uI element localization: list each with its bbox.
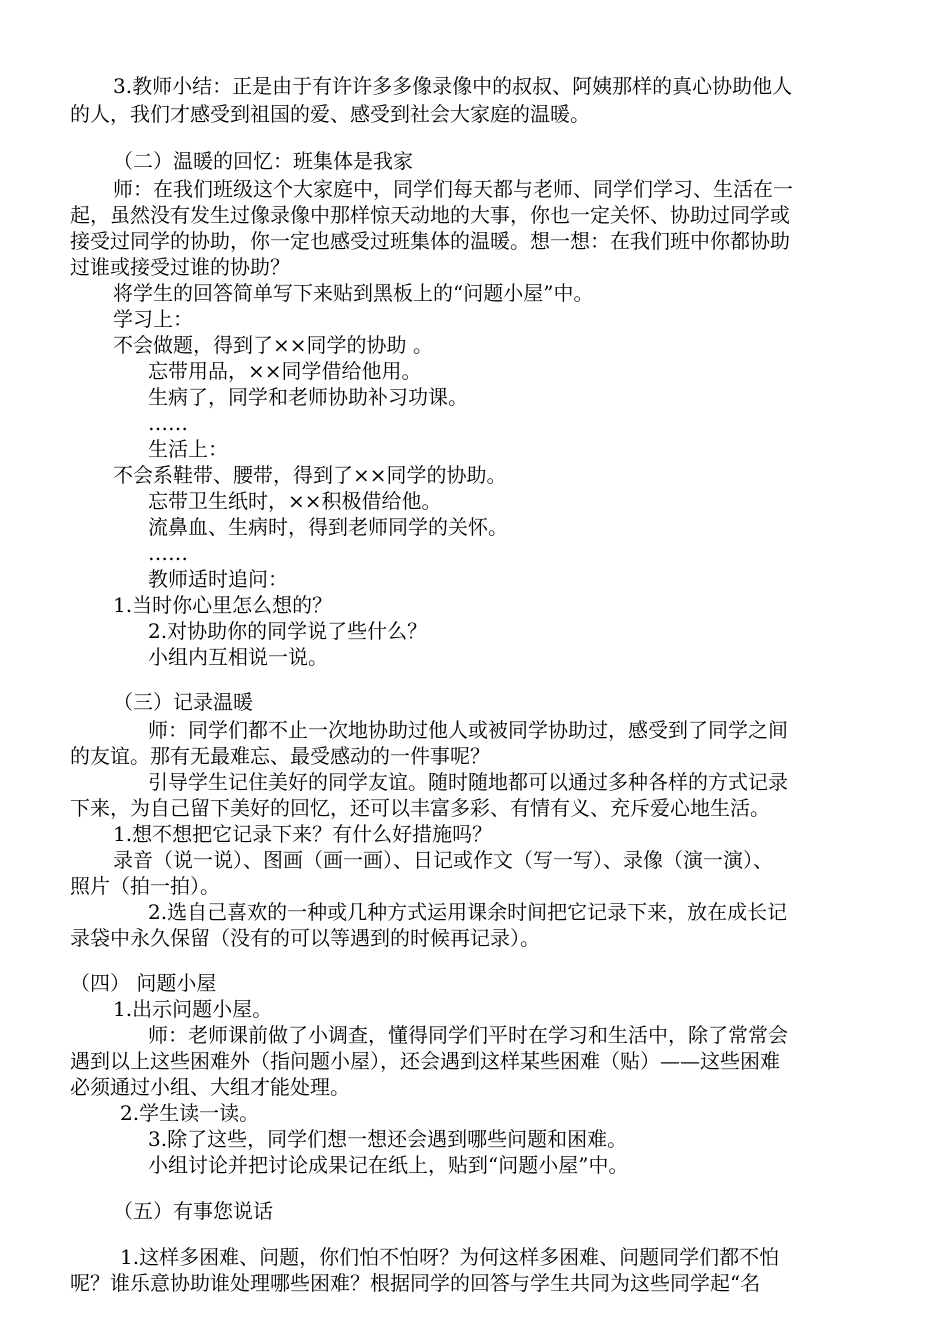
text-line: 遇到以上这些困难外（指问题小屋），还会遇到这样某些困难（贴）——这些困难 <box>70 1049 780 1073</box>
text-line: 1.出示问题小屋。 <box>113 997 273 1021</box>
text-line: 不会做题，得到了××同学的协助 。 <box>113 333 433 357</box>
text-line: 的友谊。那有无最难忘、最受感动的一件事呢？ <box>70 744 490 768</box>
text-line: 下来，为自己留下美好的回忆，还可以丰富多彩、有情有义、充斥爱心地生活。 <box>70 796 770 820</box>
text-line: 忘带用品，××同学借给他用。 <box>148 359 422 383</box>
text-line: 小组内互相说一说。 <box>148 645 328 669</box>
text-line: 不会系鞋带、腰带，得到了××同学的协助。 <box>113 463 507 487</box>
section-heading: （四） 问题小屋 <box>70 971 217 995</box>
text-line: 接受过同学的协助，你一定也感受过班集体的温暖。想一想：在我们班中你都协助 <box>70 229 790 253</box>
section-heading: （三）记录温暖 <box>113 690 253 714</box>
text-line: 师：在我们班级这个大家庭中，同学们每天都与老师、同学们学习、生活在一 <box>113 177 793 201</box>
text-line: 1.这样多困难、问题，你们怕不怕呀？为何这样多困难、问题同学们都不怕 <box>120 1245 780 1269</box>
text-line: 2.学生读一读。 <box>120 1101 260 1125</box>
text-line: 起，虽然没有发生过像录像中那样惊天动地的大事，你也一定关怀、协助过同学或 <box>70 203 790 227</box>
text-line: 小组讨论并把讨论成果记在纸上，贴到“问题小屋”中。 <box>148 1153 629 1177</box>
text-line: 将学生的回答简单写下来贴到黑板上的“问题小屋”中。 <box>113 281 594 305</box>
text-line: 3.教师小结：正是由于有许许多多像录像中的叔叔、阿姨那样的真心协助他人 <box>113 74 793 98</box>
text-line: 3.除了这些，同学们想一想还会遇到哪些问题和困难。 <box>148 1127 628 1151</box>
text-line: 必须通过小组、大组才能处理。 <box>70 1075 350 1099</box>
ellipsis-line: …… <box>148 541 188 565</box>
text-line: 照片（拍一拍）。 <box>70 874 220 898</box>
text-line: 忘带卫生纸时，××积极借给他。 <box>148 489 442 513</box>
text-line: 1.当时你心里怎么想的？ <box>113 593 333 617</box>
text-line: 师：老师课前做了小调查，懂得同学们平时在学习和生活中，除了常常会 <box>148 1023 788 1047</box>
text-line: 录袋中永久保留（没有的可以等遇到的时候再记录）。 <box>70 926 540 950</box>
text-line: 2.对协助你的同学说了些什么？ <box>148 619 428 643</box>
text-line: 师：同学们都不止一次地协助过他人或被同学协助过，感受到了同学之间 <box>148 718 788 742</box>
text-line: 流鼻血、生病时，得到老师同学的关怀。 <box>148 515 508 539</box>
text-line: 2.选自己喜欢的一种或几种方式运用课余时间把它记录下来，放在成长记 <box>148 900 788 924</box>
section-heading: （五）有事您说话 <box>113 1199 273 1223</box>
text-line: 教师适时追问： <box>148 567 288 591</box>
text-line: 呢？谁乐意协助谁处理哪些困难？根据同学的回答与学生共同为这些同学起“名 <box>70 1271 761 1295</box>
section-heading: （二）温暖的回忆：班集体是我家 <box>113 149 413 173</box>
text-line: 学习上： <box>113 307 193 331</box>
ellipsis-line: …… <box>148 411 188 435</box>
text-line: 录音（说一说）、图画（画一画）、日记或作文（写一写）、录像（演一演）、 <box>113 848 773 872</box>
text-line: 生活上： <box>148 437 228 461</box>
text-line: 引导学生记住美好的同学友谊。随时随地都可以通过多种各样的方式记录 <box>148 770 788 794</box>
text-line: 生病了，同学和老师协助补习功课。 <box>148 385 468 409</box>
text-line: 1.想不想把它记录下来？有什么好措施吗？ <box>113 822 493 846</box>
text-line: 过谁或接受过谁的协助？ <box>70 255 290 279</box>
text-line: 的人，我们才感受到祖国的爱、感受到社会大家庭的温暖。 <box>70 102 590 126</box>
